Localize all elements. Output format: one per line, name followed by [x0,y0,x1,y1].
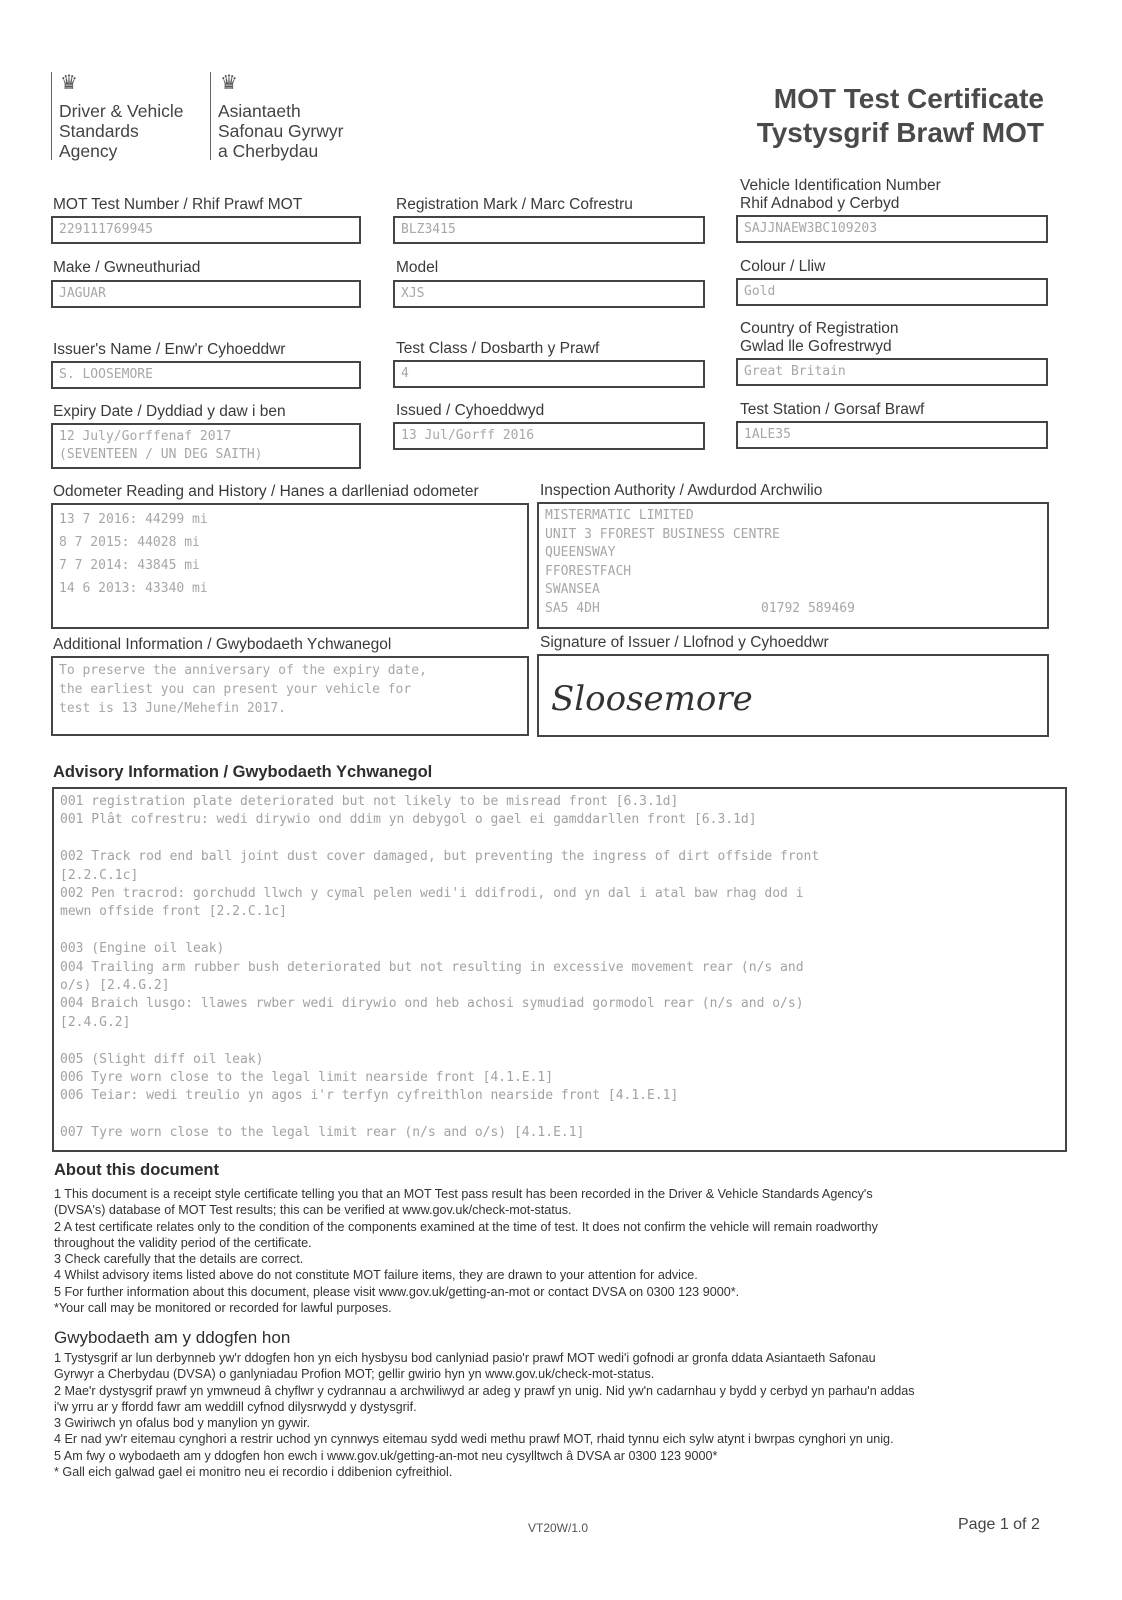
agency-name-cy: Asiantaeth Safonau Gyrwyr a Cherbydau [218,101,344,161]
advisory-spacer [60,1106,1059,1124]
advisory-line: 003 (Engine oil leak) [60,941,225,957]
vin-label: Vehicle Identification Number Rhif Adnabod y Cerbyd [740,177,941,212]
agency-divider-left [51,72,52,160]
odometer-entry: 13 7 2016: 44299 mi [59,512,208,527]
advisory-line: 004 Trailing arm rubber bush deteriorated but not resulting in excessive movement rear (n/s and [60,959,804,975]
about-text: 1 This document is a receipt style certificate telling you that an MOT Test pass result has been recorded in the Driver & Vehicle Standards Agency's (DVSA's) database of MOT Test results; this can be verified at www.gov.uk/check-mot-status. 2 A test certificate relates only to the condition of the components examined at the time of test. It does not confirm the vehicle will remain roadworthy throughout the validity period of the certificate. 3 Check carefully that the details are correct. 4 Whilst advisory items listed above do not constitute MOT failure items, they are drawn to your attention for advice. 5 For further information about this document, please visit www.gov.uk/getting-an-mot or contact DVSA on 0300 123 9000*. *Your call may be monitored or recorded for lawful purposes. [54,1187,878,1316]
expiry-field [51,423,361,469]
inspection-line: FFORESTFACH [545,563,632,579]
advisory-line: o/s) [2.4.G.2] [60,978,170,994]
test-class-label: Test Class / Dosbarth y Prawf [396,340,600,357]
issued-label: Issued / Cyhoeddwyd [396,402,545,419]
inspection-line: SWANSEA [545,582,600,597]
agency-name-en: Driver & Vehicle Standards Agency [59,101,184,161]
mot-test-number-label: MOT Test Number / Rhif Prawf MOT [53,196,303,213]
model-label: Model [396,259,439,276]
royal-crest-icon: ♛ [220,72,238,94]
certificate-title: MOT Test Certificate Tystysgrif Brawf MOT [756,83,1044,148]
about-title: About this document [54,1161,219,1179]
colour-field: Gold [736,278,1048,306]
about-cy-text: 1 Tystysgrif ar lun derbynneb yw'r ddogfen hon yn eich hysbysu bod canlyniad pasio'r prawf MOT wedi'i gofnodi ar gronfa ddata Asiantaeth Safonau Gyrwyr a Cherbydau (DVSA) o ganlyniadau Profion MOT; gellir gwirio hyn yn www.gov.uk/check-mot-status. 2 Mae'r dystysgrif prawf yn ymwneud â chyflwr y cydrannau a archwiliwyd ar adeg y prawf yn unig. Nid yw'n cadarnhau y bydd y cerbyd yn parhau'n addas i'w yrru ar y ffordd fawr am weddill cyfnod dilysrwydd y dystysgrif. 3 Gwiriwch yn ofalus bod y manylion yn gywir. 4 Er nad yw'r eitemau cynghori a restrir uchod yn cynnwys eitemau sydd wedi methu prawf MOT, rhaid tynnu eich sylw atynt i bwrpas cynghori yn unig. 5 Am fwy o wybodaeth am y ddogfen hon ewch i www.gov.uk/getting-an-mot neu cysylltwch â DVSA ar 0300 123 9000* * Gall eich galwad gael ei monitro neu ei recordio i ddibenion cyfreithiol. [54,1351,915,1480]
inspection-line: UNIT 3 FFOREST BUSINESS CENTRE [545,526,780,542]
advisory-line: 002 Track rod end ball joint dust cover damaged, but preventing the ingress of dirt offside front [60,849,820,865]
odometer-entry: 8 7 2015: 44028 mi [59,535,200,550]
odometer-label: Odometer Reading and History / Hanes a darlleniad odometer [53,483,479,500]
issued-field: 13 Jul/Gorff 2016 [393,422,705,450]
about-cy-title: Gwybodaeth am y ddogfen hon [54,1328,291,1347]
advisory-spacer [60,830,1059,848]
additional-info-box: To preserve the anniversary of the expiry date, the earliest you can present your vehicle for test is 13 June/Mehefin 2017. [51,656,529,736]
odometer-entry: 7 7 2014: 43845 mi [59,558,200,573]
signature-box [537,654,1049,737]
signature-label: Signature of Issuer / Llofnod y Cyhoeddwr [540,634,829,651]
advisory-box [52,787,1067,1152]
inspection-authority-box [537,502,1049,629]
advisory-line: [2.2.C.1c] [60,867,139,883]
form-code: VT20W/1.0 [528,1521,589,1535]
country-field: Great Britain [736,358,1048,386]
model-field: XJS [393,280,705,308]
test-station-label: Test Station / Gorsaf Brawf [740,401,925,418]
advisory-line: 004 Braich lusgo: llawes rwber wedi dirywio ond heb achosi symudiad gormodol rear (n/s and o/s) [60,996,804,1012]
advisory-spacer [60,922,1059,940]
odometer-history-box [51,503,529,629]
test-station-field: 1ALE35 [736,421,1048,449]
inspection-line: QUEENSWAY [545,545,616,560]
royal-crest-icon: ♛ [60,72,78,94]
advisory-line: 005 (Slight diff oil leak) [60,1051,264,1067]
expiry-date-words: (SEVENTEEN / UN DEG SAITH) [59,447,263,462]
expiry-date-value: 12 July/Gorffenaf 2017 [59,429,232,444]
agency-divider-right [210,72,211,160]
mot-test-number-field: 229111769945 [51,216,361,244]
inspection-authority-label: Inspection Authority / Awdurdod Archwilio [540,482,823,499]
advisory-line: [2.4.G.2] [60,1014,131,1030]
page-number: Page 1 of 2 [958,1516,1040,1533]
advisory-line: 001 registration plate deteriorated but not likely to be misread front [6.3.1d] [60,794,679,809]
inspection-phone: 01792 589469 [761,600,855,616]
issuer-signature [539,656,1039,735]
advisory-spacer [60,1032,1059,1050]
expiry-label: Expiry Date / Dyddiad y daw i ben [53,403,286,420]
issuer-name-field: S. LOOSEMORE [51,361,361,389]
additional-info-label: Additional Information / Gwybodaeth Ychwanegol [53,636,392,653]
advisory-line: 006 Tyre worn close to the legal limit nearside front [4.1.E.1] [60,1070,554,1086]
advisory-line: 001 Plât cofrestru: wedi dirywio ond ddim yn debygol o gael ei gamddarllen front [6.3.1d] [60,812,757,828]
inspection-line: MISTERMATIC LIMITED [545,508,694,523]
advisory-title: Advisory Information / Gwybodaeth Ychwanegol [53,763,433,781]
country-label: Country of Registration Gwlad lle Gofrestrwyd [740,320,899,355]
make-field: JAGUAR [51,280,361,308]
registration-field: BLZ3415 [393,216,705,244]
inspection-line: SA5 4DH [545,600,600,616]
issuer-name-label: Issuer's Name / Enw'r Cyhoeddwr [53,341,286,358]
registration-label: Registration Mark / Marc Cofrestru [396,196,633,213]
advisory-line: 007 Tyre worn close to the legal limit rear (n/s and o/s) [4.1.E.1] [60,1125,585,1141]
advisory-line: mewn offside front [2.2.C.1c] [60,904,287,920]
advisory-line: 002 Pen tracrod: gorchudd llwch y cymal pelen wedi'i ddifrodi, ond yn dal i atal baw rhag dod i [60,886,804,902]
advisory-line: 006 Teiar: wedi treulio yn agos i'r terfyn cyfreithlon nearside front [4.1.E.1] [60,1088,679,1104]
make-label: Make / Gwneuthuriad [53,259,201,276]
vin-field: SAJJNAEW3BC109203 [736,215,1048,243]
colour-label: Colour / Lliw [740,258,826,275]
odometer-entry: 14 6 2013: 43340 mi [59,581,208,596]
svg-text:Sloosemore: Sloosemore [551,679,753,719]
test-class-field: 4 [393,360,705,388]
